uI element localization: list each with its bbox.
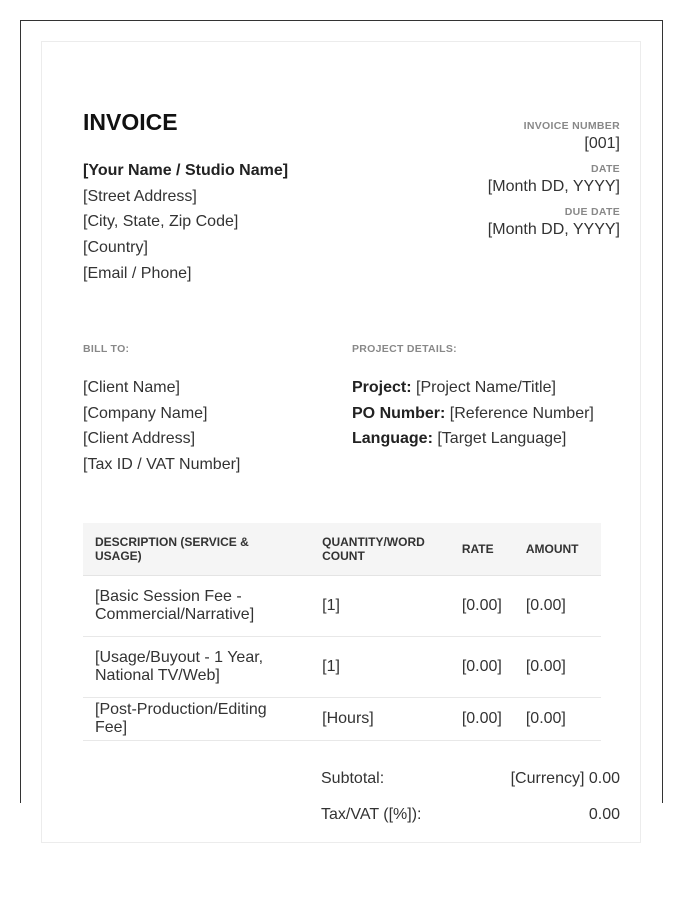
row-quantity: [Hours] bbox=[310, 698, 450, 741]
table-row bbox=[83, 698, 601, 741]
subtotal-label: Subtotal: bbox=[321, 770, 385, 787]
header-rate: RATE bbox=[450, 523, 514, 576]
due-date-label: DUE DATE bbox=[564, 206, 620, 218]
tax-id: [Tax ID / VAT Number] bbox=[83, 456, 241, 474]
po-number-line bbox=[352, 401, 594, 427]
row-description: [Basic Session Fee - Commercial/Narrative] bbox=[83, 576, 310, 637]
invoice-title: INVOICE bbox=[83, 109, 178, 135]
po-number-key: PO Number: bbox=[352, 404, 446, 422]
row-amount: [0.00] bbox=[514, 637, 601, 698]
tax-label: Tax/VAT ([%]): bbox=[321, 806, 422, 823]
bill-to-label: BILL TO: bbox=[83, 343, 130, 355]
bill-to-block bbox=[83, 375, 240, 478]
language-key: Language: bbox=[352, 430, 433, 448]
sender-block bbox=[83, 158, 288, 287]
project-value: [Project Name/Title] bbox=[416, 379, 556, 396]
header-description: DESCRIPTION (SERVICE & USAGE) bbox=[83, 523, 310, 576]
header-amount: AMOUNT bbox=[514, 523, 601, 576]
client-name: [Client Name] bbox=[83, 379, 180, 396]
row-quantity: [1] bbox=[310, 637, 450, 698]
language-line bbox=[352, 426, 594, 452]
due-date-value: [Month DD, YYYY] bbox=[487, 221, 620, 238]
invoice-sheet bbox=[41, 41, 641, 843]
table-row bbox=[83, 576, 601, 637]
row-amount: [0.00] bbox=[514, 698, 601, 741]
row-amount: [0.00] bbox=[514, 576, 601, 637]
date-value: [Month DD, YYYY] bbox=[487, 178, 620, 195]
row-description: [Usage/Buyout - 1 Year, National TV/Web] bbox=[83, 637, 310, 698]
project-details-label: PROJECT DETAILS: bbox=[352, 343, 457, 355]
header-quantity: QUANTITY/WORD COUNT bbox=[310, 523, 450, 576]
sender-name: [Your Name / Studio Name] bbox=[83, 162, 289, 179]
tax-value: 0.00 bbox=[588, 806, 620, 823]
sender-street: [Street Address] bbox=[83, 187, 197, 205]
document-frame bbox=[20, 20, 663, 823]
invoice-number-value: [001] bbox=[584, 135, 620, 152]
project-key: Project: bbox=[352, 379, 412, 396]
table-row bbox=[83, 637, 601, 698]
sender-country: [Country] bbox=[83, 239, 148, 257]
project-details-block bbox=[352, 375, 594, 452]
client-address: [Client Address] bbox=[83, 430, 196, 448]
sender-contact: [Email / Phone] bbox=[83, 264, 192, 282]
row-rate: [0.00] bbox=[450, 576, 514, 637]
sender-city: [City, State, Zip Code] bbox=[83, 213, 239, 231]
row-rate: [0.00] bbox=[450, 698, 514, 741]
po-number-value: [Reference Number] bbox=[449, 404, 594, 422]
subtotal-value: [Currency] 0.00 bbox=[510, 770, 620, 787]
company-name: [Company Name] bbox=[83, 404, 208, 422]
invoice-number-label: INVOICE NUMBER bbox=[523, 120, 620, 132]
language-value: [Target Language] bbox=[437, 430, 567, 448]
project-line bbox=[352, 375, 594, 401]
date-label: DATE bbox=[590, 163, 620, 175]
line-items-table bbox=[83, 523, 601, 741]
row-description: [Post-Production/Editing Fee] bbox=[83, 698, 310, 741]
row-quantity: [1] bbox=[310, 576, 450, 637]
invoice-meta bbox=[370, 120, 620, 241]
row-rate: [0.00] bbox=[450, 637, 514, 698]
table-header-row bbox=[83, 523, 601, 576]
